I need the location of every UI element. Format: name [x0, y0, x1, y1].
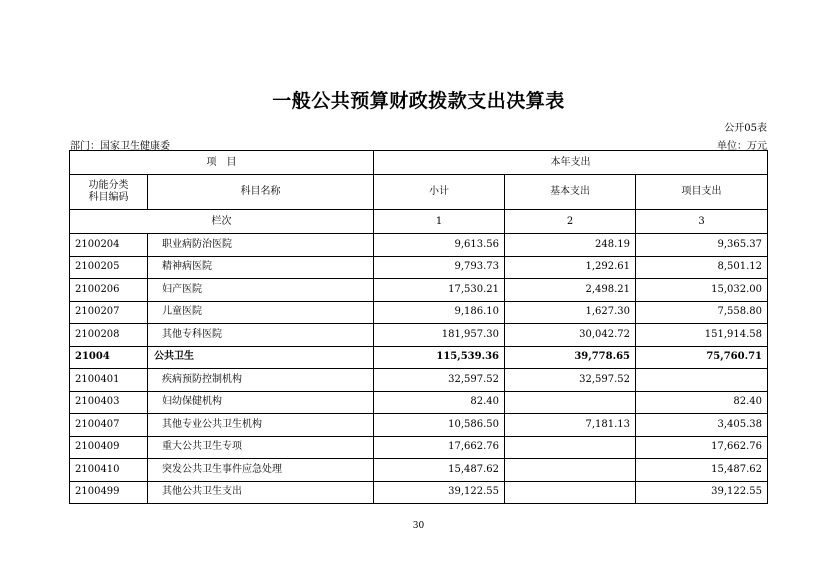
page-title: 一般公共预算财政拨款支出决算表 — [272, 90, 565, 112]
table-row — [70, 279, 768, 302]
page-number: 30 — [412, 521, 425, 531]
row-basic — [505, 459, 636, 482]
row-name: 儿童医院 — [148, 301, 374, 324]
row-code: 2100409 — [70, 436, 148, 459]
row-basic: 7,181.13 — [505, 414, 636, 437]
table-row — [70, 324, 768, 347]
header-code: 功能分类 科目编码 — [70, 175, 148, 210]
table-row — [70, 369, 768, 392]
row-name: 妇产医院 — [148, 279, 374, 302]
form-number: 公开05表 — [724, 123, 767, 134]
row-project: 17,662.76 — [636, 436, 768, 459]
row-basic — [505, 481, 636, 504]
table-row — [70, 301, 768, 324]
table-row — [70, 414, 768, 437]
row-code: 2100407 — [70, 414, 148, 437]
row-basic: 248.19 — [505, 234, 636, 257]
department-label: 部门：国家卫生健康委 — [70, 141, 170, 152]
row-name: 突发公共卫生事件应急处理 — [148, 459, 374, 482]
row-project — [636, 369, 768, 392]
row-subtotal: 9,186.10 — [374, 301, 505, 324]
header-col2: 2 — [505, 210, 636, 234]
header-project: 项目支出 — [636, 175, 768, 210]
unit-label: 单位：万元 — [717, 141, 767, 152]
row-code: 2100204 — [70, 234, 148, 257]
row-basic: 2,498.21 — [505, 279, 636, 302]
row-project: 15,487.62 — [636, 459, 768, 482]
row-project: 8,501.12 — [636, 256, 768, 279]
row-project: 15,032.00 — [636, 279, 768, 302]
row-name: 其他专科医院 — [148, 324, 374, 347]
header-basic: 基本支出 — [505, 175, 636, 210]
row-name: 妇幼保健机构 — [148, 391, 374, 414]
row-basic: 1,627.30 — [505, 301, 636, 324]
row-project: 75,760.71 — [636, 346, 768, 369]
row-subtotal: 32,597.52 — [374, 369, 505, 392]
row-code: 2100206 — [70, 279, 148, 302]
table-header — [70, 151, 768, 234]
row-project: 9,365.37 — [636, 234, 768, 257]
row-project: 7,558.80 — [636, 301, 768, 324]
row-basic: 30,042.72 — [505, 324, 636, 347]
expenditure-table — [69, 150, 768, 504]
header-col3: 3 — [636, 210, 768, 234]
row-name: 疾病预防控制机构 — [148, 369, 374, 392]
table-row — [70, 256, 768, 279]
row-code: 2100410 — [70, 459, 148, 482]
row-name: 其他公共卫生支出 — [148, 481, 374, 504]
table-row — [70, 459, 768, 482]
row-basic: 39,778.65 — [505, 346, 636, 369]
row-code: 2100499 — [70, 481, 148, 504]
row-subtotal: 17,530.21 — [374, 279, 505, 302]
header-subtotal: 小计 — [374, 175, 505, 210]
row-code: 2100205 — [70, 256, 148, 279]
row-code: 21004 — [70, 346, 148, 369]
row-basic: 1,292.61 — [505, 256, 636, 279]
row-subtotal: 10,586.50 — [374, 414, 505, 437]
row-subtotal: 181,957.30 — [374, 324, 505, 347]
table-row — [70, 481, 768, 504]
row-subtotal: 39,122.55 — [374, 481, 505, 504]
row-project: 82.40 — [636, 391, 768, 414]
row-basic — [505, 391, 636, 414]
row-subtotal: 9,613.56 — [374, 234, 505, 257]
row-subtotal: 15,487.62 — [374, 459, 505, 482]
row-project: 3,405.38 — [636, 414, 768, 437]
row-basic — [505, 436, 636, 459]
row-basic: 32,597.52 — [505, 369, 636, 392]
row-name: 精神病医院 — [148, 256, 374, 279]
row-name: 其他专业公共卫生机构 — [148, 414, 374, 437]
header-name: 科目名称 — [148, 175, 374, 210]
row-code: 2100208 — [70, 324, 148, 347]
row-project: 151,914.58 — [636, 324, 768, 347]
table-row-category — [70, 346, 768, 369]
row-subtotal: 82.40 — [374, 391, 505, 414]
row-code: 2100401 — [70, 369, 148, 392]
row-project: 39,122.55 — [636, 481, 768, 504]
row-code: 2100403 — [70, 391, 148, 414]
header-column-label: 栏次 — [70, 210, 374, 234]
row-name: 职业病防治医院 — [148, 234, 374, 257]
row-subtotal: 17,662.76 — [374, 436, 505, 459]
table-body — [70, 234, 768, 504]
row-name: 重大公共卫生专项 — [148, 436, 374, 459]
row-code: 2100207 — [70, 301, 148, 324]
row-name: 公共卫生 — [148, 346, 374, 369]
header-item: 项 目 — [70, 151, 374, 175]
table-row — [70, 234, 768, 257]
table-row — [70, 391, 768, 414]
header-col1: 1 — [374, 210, 505, 234]
table-row — [70, 436, 768, 459]
row-subtotal: 115,539.36 — [374, 346, 505, 369]
row-subtotal: 9,793.73 — [374, 256, 505, 279]
header-current-year: 本年支出 — [374, 151, 768, 175]
